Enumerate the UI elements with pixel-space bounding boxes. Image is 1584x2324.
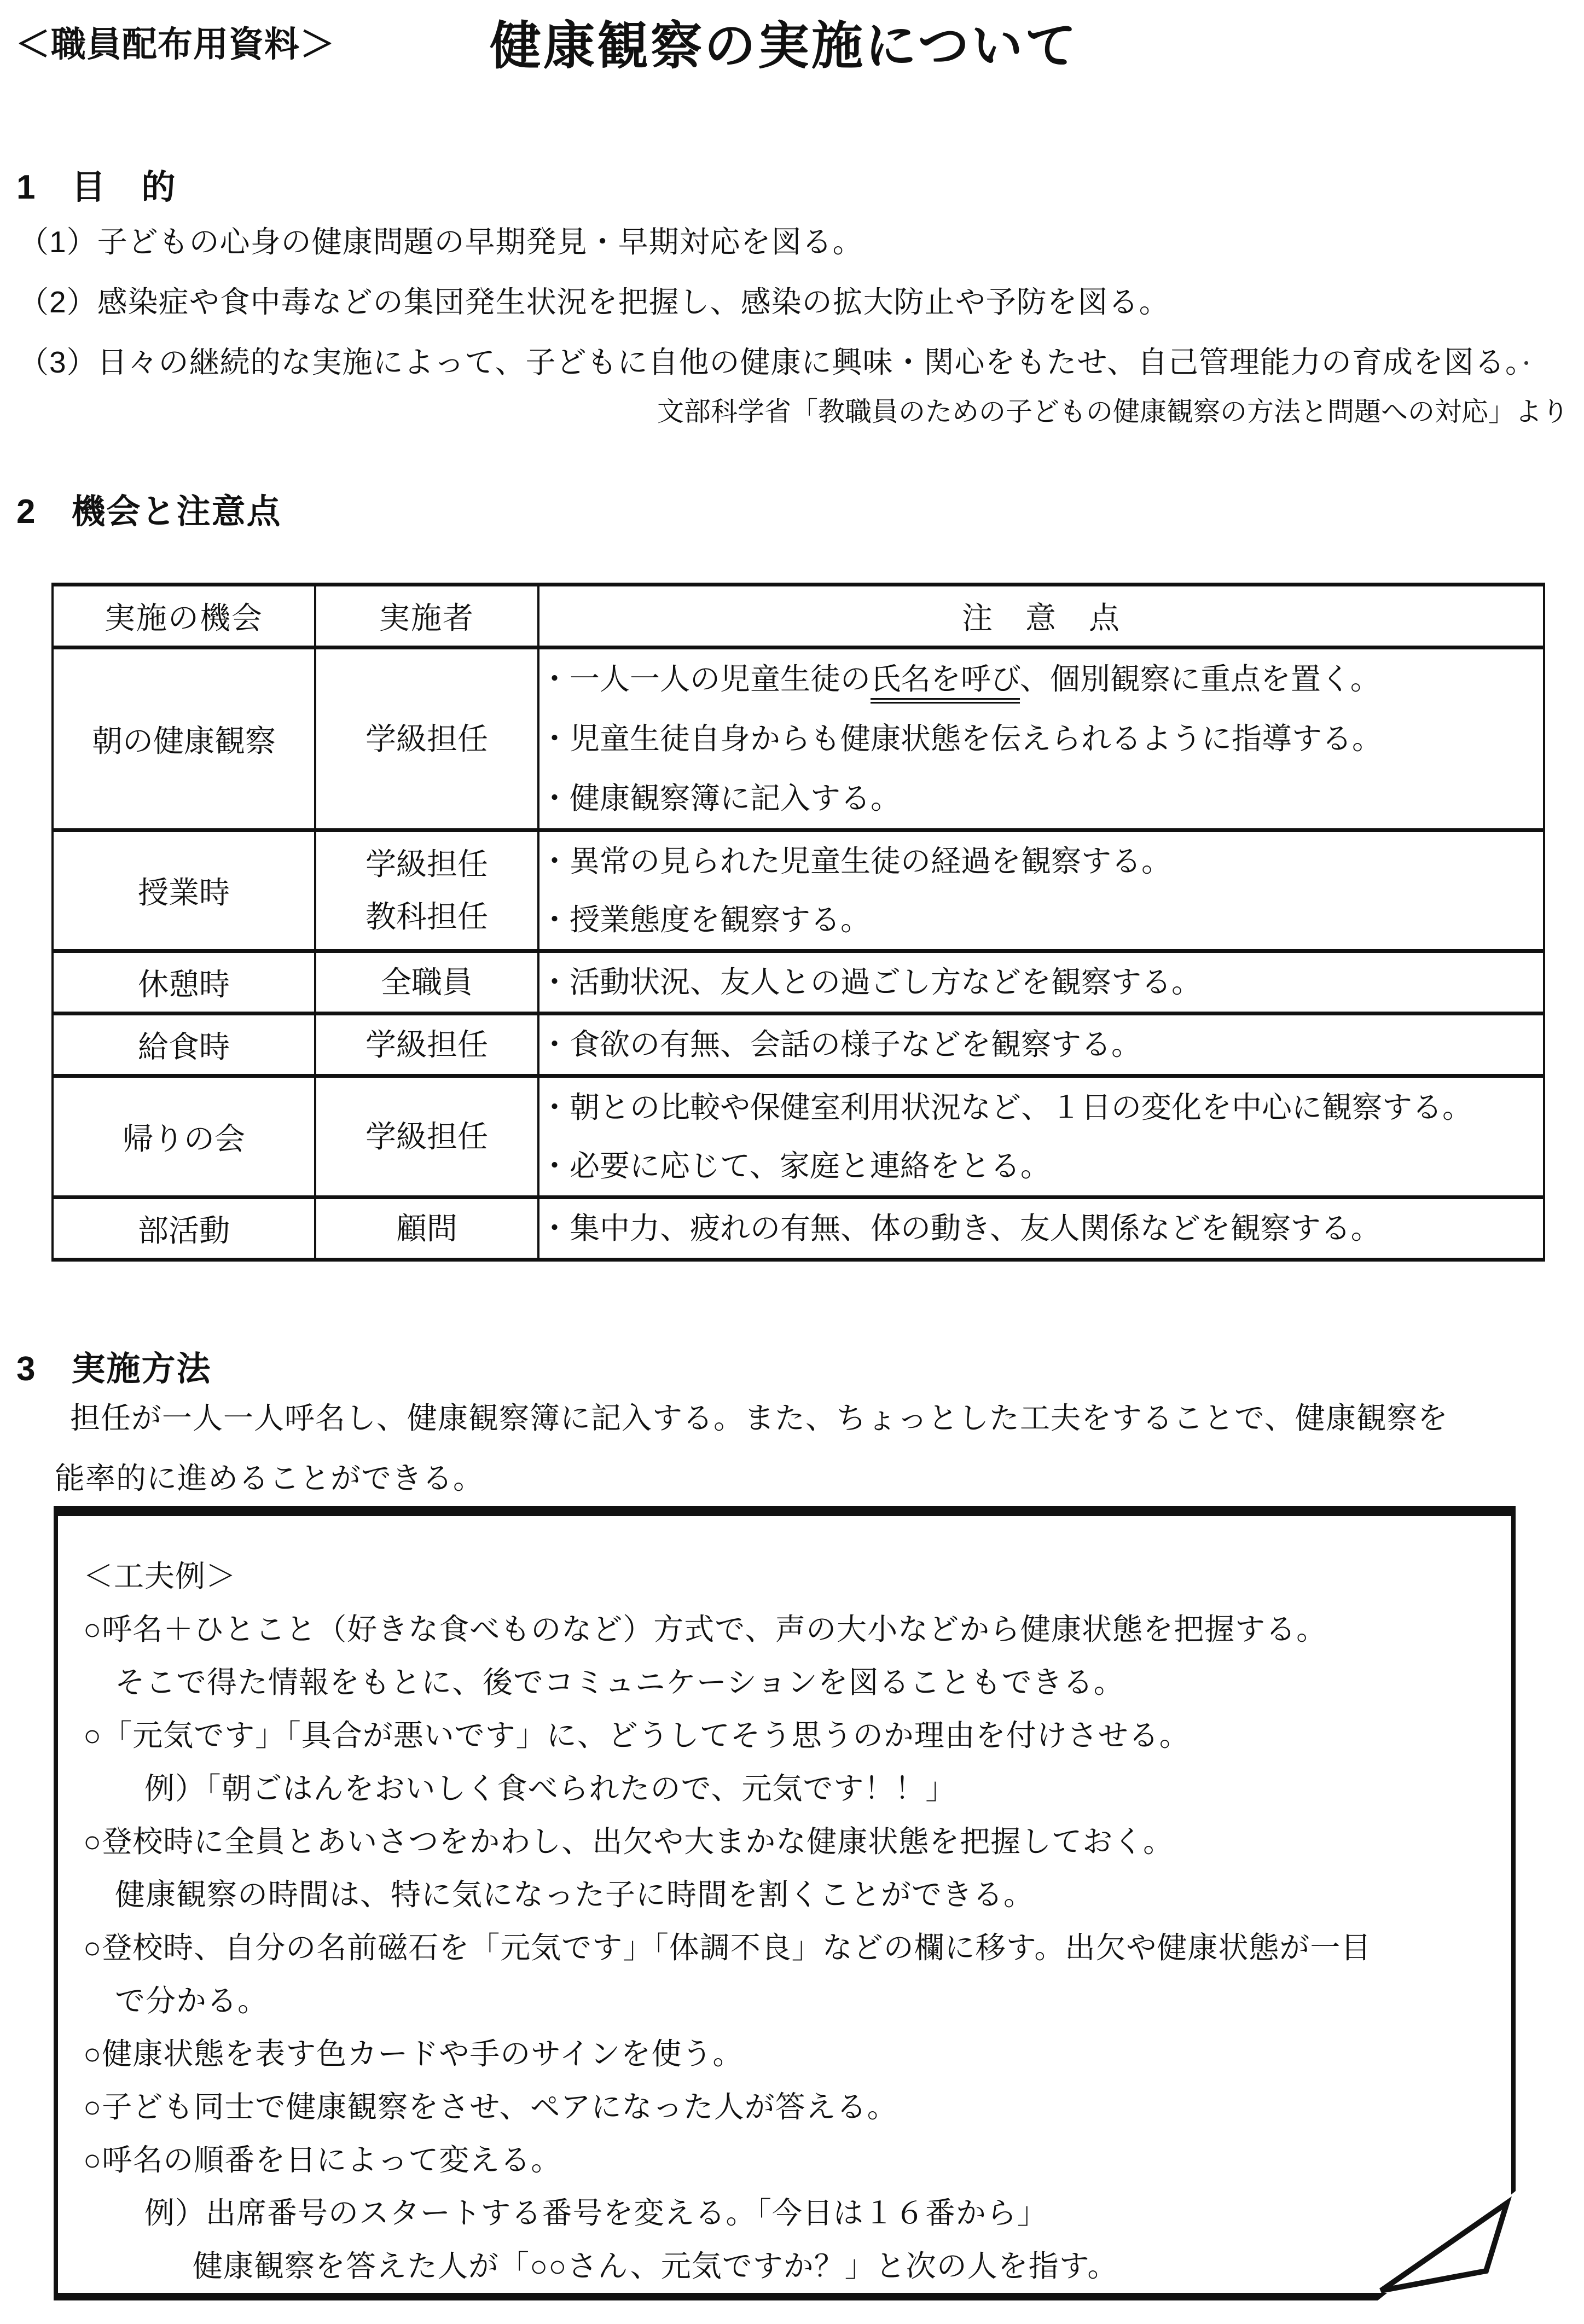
staff-cell [315,951,538,1014]
idea-item: ○登校時に全員とあいさつをかわし、出欠や大まかな健康状態を把握しておく。 [83,1825,1174,1858]
header-staff: 実施者 [315,585,538,648]
page-title: 健康観察の実施について [490,17,1079,74]
folded-corner-icon [1373,2175,1516,2300]
staff-line: 教科担任 [365,899,488,934]
notes-cell [538,951,1544,1014]
source-attribution: 文部科学省「教職員のための子どもの健康観察の方法と問題への対応」より [657,397,1569,427]
note-line: ・必要に応じて、家庭と連絡をとる。 [539,1148,1051,1183]
notes-cell [538,648,1544,830]
staff-line: 学級担任 [365,847,488,881]
note-line [539,649,1543,709]
note-line: ・活動状況、友人との過ごし方などを観察する。 [539,965,1202,999]
idea-item: ○健康状態を表す色カードや手のサインを使う。 [83,2037,744,2071]
staff-cell [315,1014,538,1076]
notes-cell [538,1198,1544,1260]
staff-line: 顧問 [396,1211,457,1246]
idea-box-title: ＜工夫例＞ [83,1559,237,1593]
idea-item-continuation: そこで得た情報をもとに、後でコミュニケーションを図ることもできる。 [115,1665,1124,1699]
occasion-cell: 部活動 [53,1198,315,1260]
idea-item: ○「元気です」「具合が悪いです」に、どうしてそう思うのか理由を付けさせる。 [83,1718,1190,1752]
notes-cell [538,1076,1544,1198]
notes-cell [538,1014,1544,1076]
observation-table [51,583,1545,1262]
note-line: ・異常の見られた児童生徒の経過を観察する。 [539,844,1172,878]
staff-line: 学級担任 [365,1027,488,1062]
table-row-break [53,951,1544,1014]
notes-cell [538,830,1544,951]
note-line: ・集中力、疲れの有無、体の動き、友人関係などを観察する。 [539,1211,1381,1245]
idea-examples-box [54,1506,1516,2300]
note-text: 、個別観察に重点を置く。 [1019,662,1380,696]
note-underlined-text: 氏名を呼び [871,662,1020,704]
section3-heading: 3 実施方法 [16,1350,212,1388]
staff-cell [315,1076,538,1198]
idea-example: 例）出席番号のスタートする番号を変える。「今日は１６番から」 [144,2196,1048,2230]
table-row-morning [53,648,1544,830]
idea-item: ○呼名の順番を日によって変える。 [83,2143,562,2177]
doc-distribution-label: ＜職員配布用資料＞ [15,25,335,64]
idea-item: ○呼名＋ひとこと（好きな食べものなど）方式で、声の大小などから健康状態を把握する。 [83,1612,1327,1646]
note-line: ・児童生徒自身からも健康状態を伝えられるように指導する。 [539,722,1383,756]
occasion-cell: 休憩時 [53,951,315,1014]
table-header-row [53,585,1544,648]
method-paragraph-line1: 担任が一人一人呼名し、健康観察簿に記入する。また、ちょっとした工夫をすることで、健康観察を [70,1401,1448,1435]
occasion-cell: 朝の健康観察 [53,648,315,830]
purpose-item-2: （2）感染症や食中毒などの集団発生状況を把握し、感染の拡大防止や予防を図る。 [19,285,1170,319]
table-row-club [53,1198,1544,1260]
staff-cell [315,830,538,951]
note-line: ・朝との比較や保健室利用状況など、１日の変化を中心に観察する。 [539,1090,1473,1124]
table-row-homeroom [53,1076,1544,1198]
purpose-item-3: （3）日々の継続的な実施によって、子どもに自他の健康に興味・関心をもたせ、自己管理能力の育成を図る。 [19,345,1536,379]
idea-item: ○登校時、自分の名前磁石を「元気です」「体調不良」などの欄に移す。出欠や健康状態が一目 [83,1931,1372,1965]
note-line: ・授業態度を観察する。 [539,903,871,937]
header-notes: 注 意 点 [538,585,1544,648]
occasion-cell: 授業時 [53,830,315,951]
table-row-lunch [53,1014,1544,1076]
note-line: ・食欲の有無、会話の様子などを観察する。 [539,1027,1142,1061]
section1-heading: 1 目 的 [16,169,177,206]
purpose-item-1: （1）子どもの心身の健康問題の早期発見・早期対応を図る。 [19,225,863,259]
occasion-cell: 帰りの会 [53,1076,315,1198]
idea-item-continuation: で分かる。 [115,1984,269,2018]
header-occasion: 実施の機会 [53,585,315,648]
staff-line: 全職員 [381,965,473,1000]
idea-box-content [58,1516,1511,2293]
staff-line: 学級担任 [365,721,488,756]
note-line: ・健康観察簿に記入する。 [539,781,901,815]
method-paragraph-line2: 能率的に進めることができる。 [55,1461,484,1495]
occasion-cell: 給食時 [53,1014,315,1076]
idea-example-continuation: 健康観察を答えた人が「○○さん、元気ですか？」と次の人を指す。 [193,2249,1118,2283]
idea-item-continuation: 健康観察の時間は、特に気になった子に時間を割くことができる。 [115,1878,1035,1912]
staff-cell [315,648,538,830]
idea-example: 例）「朝ごはんをおいしく食べられたので、元気です！！」 [144,1771,956,1805]
note-text: ・一人一人の児童生徒の [539,662,871,696]
table-row-class [53,830,1544,951]
idea-item: ○子ども同士で健康観察をさせ、ペアになった人が答える。 [83,2090,898,2124]
section2-heading: 2 機会と注意点 [16,493,282,531]
staff-line: 学級担任 [365,1119,488,1154]
staff-cell [315,1198,538,1260]
